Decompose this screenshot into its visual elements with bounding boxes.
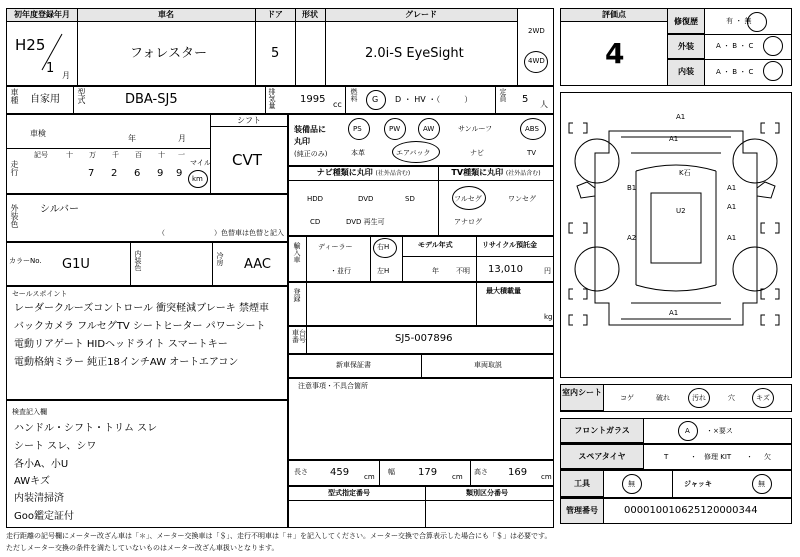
- spare-dot-2: ・: [746, 453, 753, 461]
- sales-point-line-1: バックカメラ フルセグTV シートヒーター パワーシート: [14, 321, 266, 332]
- capacity-unit: 人: [540, 100, 548, 109]
- inspector-line-2: 各小A、小U: [14, 459, 69, 470]
- model-label: 型式: [77, 88, 86, 104]
- door-label: ドア: [255, 9, 295, 22]
- equip-abs: ABS: [525, 125, 539, 133]
- grade: 2.0i-S EyeSight: [365, 46, 464, 61]
- footer-line-1: 走行距離の記号欄にメーター改ざん車は「＊」、メーター交換車は「＄」、走行不明車は「＃」を記入してください。メーター交換で合算表示した場合にも「＄」は必要です。: [6, 532, 552, 540]
- mgmt-label: 管理番号: [561, 499, 603, 523]
- reg-era: H25: [15, 36, 46, 54]
- spare-label: スペアタイヤ: [561, 445, 643, 469]
- mileage-digit-1: 2: [111, 168, 118, 179]
- mgmt-number: 000010010625120000344: [624, 505, 758, 516]
- footer-line-2: ただしメーター交換の条件を満たしていないものはメーター改ざん車扱いとなります。: [6, 544, 279, 552]
- seat-burn: コゲ: [620, 394, 634, 402]
- navi-cd: CD: [310, 218, 321, 226]
- fuel-label: 燃料: [350, 88, 358, 102]
- history-none-circle: [747, 12, 767, 32]
- drive-2wd: 2WD: [528, 27, 545, 35]
- inspector-line-1: シート スレ、シワ: [14, 441, 97, 452]
- tools-value: 無: [628, 480, 635, 488]
- exterior-c-circle: [763, 36, 783, 56]
- interior-color-label: 内装色: [134, 250, 142, 271]
- mileage-digit-3: 9: [157, 168, 164, 179]
- interior-c-circle: [763, 61, 783, 81]
- recycle-yen: 円: [544, 267, 551, 275]
- import-parallel: ・並行: [330, 267, 351, 275]
- seat-stain: 汚れ: [692, 394, 706, 402]
- cooling-label: 冷房: [216, 252, 224, 266]
- equip-pw: PW: [389, 125, 401, 133]
- car-diagram: [561, 93, 791, 377]
- shift-label: シフト: [211, 115, 287, 127]
- damage-code-2: B1: [627, 184, 637, 192]
- equip-sunroof: サンルーフ: [458, 125, 493, 133]
- owner-manual: 車両取説: [474, 361, 502, 369]
- displacement-label: 排気量: [268, 88, 276, 109]
- equipment-label-1: 装備品に: [294, 125, 326, 134]
- inspector-line-4: 内装清掃済: [14, 493, 64, 504]
- displacement: 1995: [300, 94, 326, 105]
- seat-label: 室内シート: [561, 385, 603, 411]
- shaken-label: 車検: [30, 129, 46, 138]
- shape-label: 形状: [295, 9, 325, 22]
- interior-label: 内装: [668, 59, 704, 85]
- import-left: 左H: [377, 267, 390, 275]
- navi-dvd: DVD: [358, 195, 374, 203]
- equip-aw: AW: [423, 125, 435, 133]
- mileage-digit-0: 7: [88, 168, 95, 179]
- registration-label: 登録: [293, 288, 301, 302]
- navi-dvd-play: DVD 再生可: [346, 218, 385, 226]
- damage-code-3: A1: [727, 184, 737, 192]
- tv-fullseg: フルセグ: [454, 195, 482, 203]
- sales-point-line-3: 電動格納ミラー 純正18インチAW オートエアコン: [14, 357, 239, 368]
- import-dealer: ディーラー: [318, 243, 353, 251]
- fuel-g: G: [372, 95, 379, 104]
- navi-hdd: HDD: [307, 195, 324, 203]
- length: 459: [330, 467, 350, 478]
- seat-tear: 破れ: [656, 394, 670, 402]
- shaken-year: 年: [128, 134, 136, 143]
- digit-header-4: 十: [158, 151, 165, 159]
- km-unit: km: [192, 175, 203, 183]
- inspector-line-0: ハンドル・シフト・トリム スレ: [14, 423, 158, 434]
- recycle-amount: 13,010: [488, 264, 523, 275]
- equip-navi: ナビ: [470, 149, 484, 157]
- score-value: 4: [605, 37, 625, 70]
- shaken-month: 月: [178, 134, 186, 143]
- equip-ps: PS: [353, 125, 362, 133]
- usage: 自家用: [30, 94, 60, 105]
- notes-block: [288, 378, 554, 460]
- tv-analog: アナログ: [454, 218, 482, 226]
- damage-code-9: K石: [679, 169, 691, 177]
- max-load-label: 最大積載量: [486, 287, 521, 295]
- reg-month: 1: [46, 61, 55, 76]
- notes-label: 注意事項・不具合箇所: [298, 382, 368, 390]
- digit-header-3: 百: [135, 151, 142, 159]
- height-cm: cm: [541, 473, 552, 481]
- tv-oneseg: ワンセグ: [508, 195, 536, 203]
- spare-missing: 欠: [764, 453, 771, 461]
- chassis-number: SJ5-007896: [395, 333, 453, 344]
- color-no-label: カラーNo.: [9, 257, 42, 265]
- jack-label: ジャッキ: [684, 480, 712, 488]
- max-load-kg: kg: [544, 313, 553, 321]
- cooling: AAC: [244, 257, 271, 272]
- height-label: 高さ: [474, 468, 488, 476]
- spare-t: T: [664, 453, 669, 461]
- color-no: G1U: [62, 257, 90, 272]
- damage-code-6: A2: [627, 234, 637, 242]
- damage-code-5: A1: [727, 203, 737, 211]
- equip-leather: 本革: [351, 149, 365, 157]
- sales-point-line-0: レーダークルーズコントロール 衝突軽減ブレーキ 禁煙車: [14, 303, 269, 314]
- digit-header-5: 一: [178, 151, 185, 159]
- equip-tv: TV: [527, 149, 537, 157]
- inspector-label: 検査記入欄: [12, 408, 47, 416]
- inspector-line-5: Goo鑑定証付: [14, 511, 74, 522]
- seat-hole: 穴: [728, 394, 735, 402]
- digit-header-0: 十: [66, 151, 73, 159]
- score-label: 評価点: [561, 9, 667, 22]
- cc-unit: cc: [333, 100, 342, 109]
- import-right: 右H: [377, 243, 390, 251]
- digit-header-2: 千: [112, 151, 119, 159]
- color-note: （ ）色替車は色替と記入: [158, 229, 284, 237]
- sales-points-label: セールスポイント: [12, 290, 68, 298]
- exterior-color-label: 外装色: [10, 204, 19, 228]
- mileage-digit-4: 9: [176, 168, 183, 179]
- width: 179: [418, 467, 438, 478]
- inspector-line-3: AWキズ: [14, 476, 50, 487]
- model: DBA-SJ5: [125, 92, 178, 107]
- exterior-color: シルバー: [40, 204, 80, 215]
- type-designation-label: 型式指定番号: [328, 489, 370, 497]
- model-year-label: モデル年式: [418, 241, 453, 249]
- sales-point-line-2: 電動リアゲート HIDヘッドライト スマートキー: [14, 339, 228, 350]
- exterior-label: 外装: [668, 34, 704, 59]
- windshield-a: A: [685, 427, 690, 435]
- drive-4wd: 4WD: [528, 57, 545, 65]
- fuel-rest: D ・ HV ・（ ）: [395, 95, 473, 104]
- car-name-label: 車名: [77, 9, 255, 22]
- damage-code-4: U2: [676, 207, 686, 215]
- kigo-label: 記号: [34, 151, 48, 159]
- exterior-abc: A ・ B ・ C: [716, 42, 754, 50]
- navi-type-label: ナビ種類に丸印 (社外品含む): [289, 167, 438, 181]
- height: 169: [508, 467, 528, 478]
- mile-unit: マイル: [190, 159, 211, 167]
- vehicle-type-label: 車種: [10, 88, 19, 104]
- equipment-label-2: 丸印: [294, 137, 310, 146]
- new-car-warranty: 新車保証書: [336, 361, 371, 369]
- mileage-digit-2: 6: [134, 168, 141, 179]
- navi-sd: SD: [405, 195, 415, 203]
- grade-label: グレード: [325, 9, 517, 22]
- mileage-label: 走行: [10, 160, 19, 176]
- capacity-label: 定員: [499, 88, 507, 102]
- doors: 5: [271, 46, 280, 61]
- tools-label: 工具: [561, 471, 603, 497]
- equipment-label-3: (純正のみ): [294, 150, 328, 158]
- tv-type-label: TV種類に丸印 (社外品含む): [439, 167, 553, 181]
- damage-code-0: A1: [676, 113, 686, 121]
- windshield-rest: ・×要ス: [706, 427, 733, 435]
- interior-abc: A ・ B ・ C: [716, 68, 754, 76]
- length-label: 長さ: [294, 468, 308, 476]
- windshield-label: フロントガラス: [561, 419, 643, 443]
- spare-kit: 修理 KIT: [704, 453, 732, 461]
- shift: CVT: [232, 151, 262, 169]
- damage-code-8: A1: [669, 309, 679, 317]
- model-year-unit: 年: [432, 267, 439, 275]
- history-value: 有 ・ 無: [726, 17, 752, 25]
- jack-value: 無: [758, 480, 765, 488]
- width-label: 幅: [388, 468, 395, 476]
- damage-code-7: A1: [727, 234, 737, 242]
- width-cm: cm: [452, 473, 463, 481]
- seat-scratch: キズ: [756, 394, 770, 402]
- import-label: 輸入車: [293, 242, 301, 263]
- chassis-label: 車台番号: [292, 329, 306, 344]
- equip-airbag: エアバック: [396, 149, 431, 157]
- spare-dot-1: ・: [690, 453, 697, 461]
- recycle-label: リサイクル預託金: [482, 241, 538, 249]
- history-label: 修復歴: [668, 9, 704, 34]
- digit-header-1: 万: [89, 151, 96, 159]
- model-year-unknown: 不明: [456, 267, 470, 275]
- reg-year-label: 初年度登録年月: [7, 9, 77, 22]
- car-name: フォレスター: [130, 46, 207, 61]
- category-label: 類別区分番号: [466, 489, 508, 497]
- damage-code-1: A1: [669, 135, 679, 143]
- month-unit: 月: [62, 71, 70, 80]
- length-cm: cm: [364, 473, 375, 481]
- capacity: 5: [522, 94, 529, 105]
